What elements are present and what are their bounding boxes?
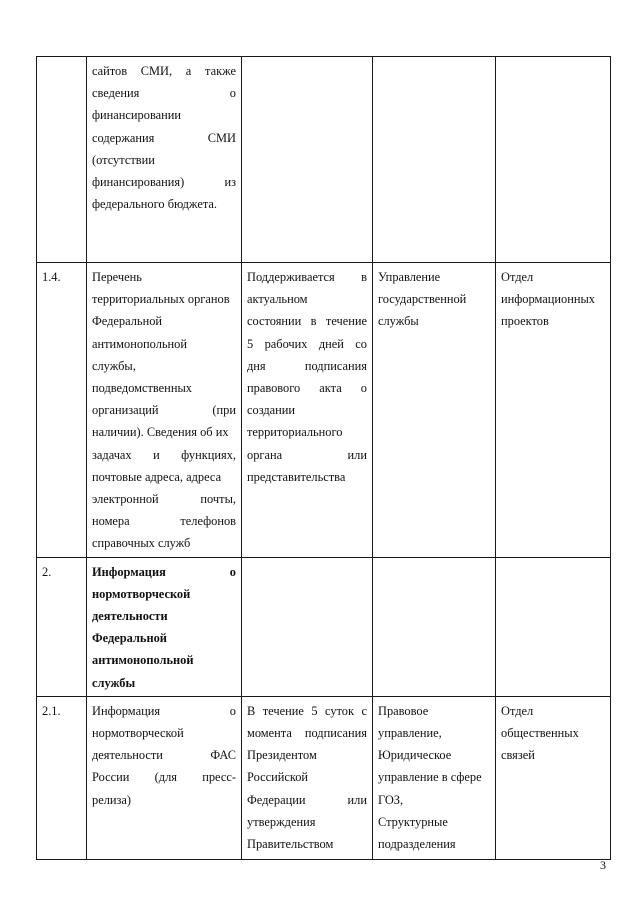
table-row (37, 57, 611, 263)
cell-line: нормотворческой (92, 586, 191, 601)
cell-line: 5 рабочих дней со (247, 336, 367, 351)
cell-line: Отдел (501, 270, 534, 284)
cell-line: (отсутствии (92, 152, 155, 167)
cell-line: Российской (247, 770, 309, 785)
cell-term (242, 57, 373, 263)
cell-line: содержания СМИ (92, 130, 236, 145)
cell-line: справочных служб (92, 536, 191, 551)
cell-line: Поддерживается в (247, 270, 367, 284)
cell-responsible (373, 696, 496, 859)
cell-term (242, 696, 373, 859)
cell-line: представительства (247, 469, 346, 484)
cell-number: 2. (37, 557, 87, 696)
cell-line: почтовые адреса, адреса (92, 469, 222, 484)
table-row (37, 263, 611, 558)
cell-number (37, 57, 87, 263)
cell-line: наличии). Сведения об их (92, 425, 229, 440)
cell-responsible (373, 557, 496, 696)
cell-line: информационных (501, 292, 595, 307)
cell-line: финансирования) из (92, 175, 236, 190)
cell-line: управление в сфере (378, 770, 482, 785)
cell-name (87, 557, 242, 696)
cell-line: дня подписания (247, 358, 367, 373)
table-row (37, 557, 611, 696)
cell-line: задачах и функциях, (92, 447, 236, 462)
cell-term (242, 263, 373, 558)
cell-line: федерального бюджета. (92, 197, 217, 212)
cell-line: нормотворческой (92, 726, 184, 741)
cell-name (87, 263, 242, 558)
cell-term (242, 557, 373, 696)
cell-line: организаций (при (92, 403, 236, 418)
cell-line: антимонопольной (92, 336, 187, 351)
cell-line: службы, (92, 358, 136, 373)
cell-line: территориального (247, 425, 343, 440)
table-row (37, 696, 611, 859)
cell-line: сайтов СМИ, а также (92, 64, 236, 78)
cell-line: Юридическое (378, 748, 452, 763)
cell-line: Отдел (501, 703, 534, 718)
cell-line: состоянии в течение (247, 314, 367, 329)
cell-line: службы (378, 314, 419, 329)
cell-line: В течение 5 суток с (247, 703, 367, 718)
cell-name (87, 696, 242, 859)
cell-line: территориальных органов (92, 292, 230, 307)
page-number: 3 (600, 858, 606, 872)
cell-line: Президентом (247, 748, 317, 763)
cell-responsible (373, 57, 496, 263)
cell-line: государственной (378, 292, 467, 307)
cell-line: органа или (247, 447, 367, 462)
cell-line: Управление (378, 270, 441, 284)
cell-line: Федерации или (247, 792, 367, 807)
cell-department (496, 557, 611, 696)
cell-line: общественных (501, 726, 579, 741)
cell-line: связей (501, 748, 535, 763)
plan-table (36, 56, 611, 860)
cell-line: Правовое (378, 703, 429, 718)
cell-line: подведомственных (92, 381, 192, 396)
cell-department (496, 696, 611, 859)
cell-department (496, 57, 611, 263)
cell-line: Федеральной (92, 631, 167, 646)
cell-number: 2.1. (37, 696, 87, 859)
cell-line: Перечень (92, 270, 142, 284)
cell-line: деятельности (92, 609, 168, 624)
cell-line: антимонопольной (92, 653, 194, 668)
cell-line: момента подписания (247, 726, 367, 741)
cell-responsible (373, 263, 496, 558)
cell-line: Информация о (92, 564, 236, 579)
cell-department (496, 263, 611, 558)
cell-line: службы (92, 675, 136, 690)
cell-line: проектов (501, 314, 549, 329)
cell-line: России (для пресс- (92, 770, 236, 785)
cell-line: создании (247, 403, 296, 418)
cell-line: актуальном (247, 292, 308, 307)
cell-line: правового акта о (247, 381, 367, 396)
cell-name (87, 57, 242, 263)
cell-line: Информация о (92, 703, 236, 718)
cell-line: сведения о (92, 86, 236, 101)
cell-line: Структурные (378, 814, 448, 829)
cell-line: ГОЗ, (378, 792, 404, 807)
cell-line: утверждения (247, 814, 316, 829)
cell-number: 1.4. (37, 263, 87, 558)
cell-line: Правительством (247, 837, 334, 852)
cell-line: номера телефонов (92, 514, 236, 529)
cell-line: релиза) (92, 792, 132, 807)
cell-line: подразделения (378, 837, 456, 852)
cell-line: Федеральной (92, 314, 163, 329)
cell-line: управление, (378, 726, 442, 741)
cell-line: деятельности ФАС (92, 748, 236, 763)
cell-line: электронной почты, (92, 492, 236, 507)
cell-line: финансировании (92, 108, 182, 123)
